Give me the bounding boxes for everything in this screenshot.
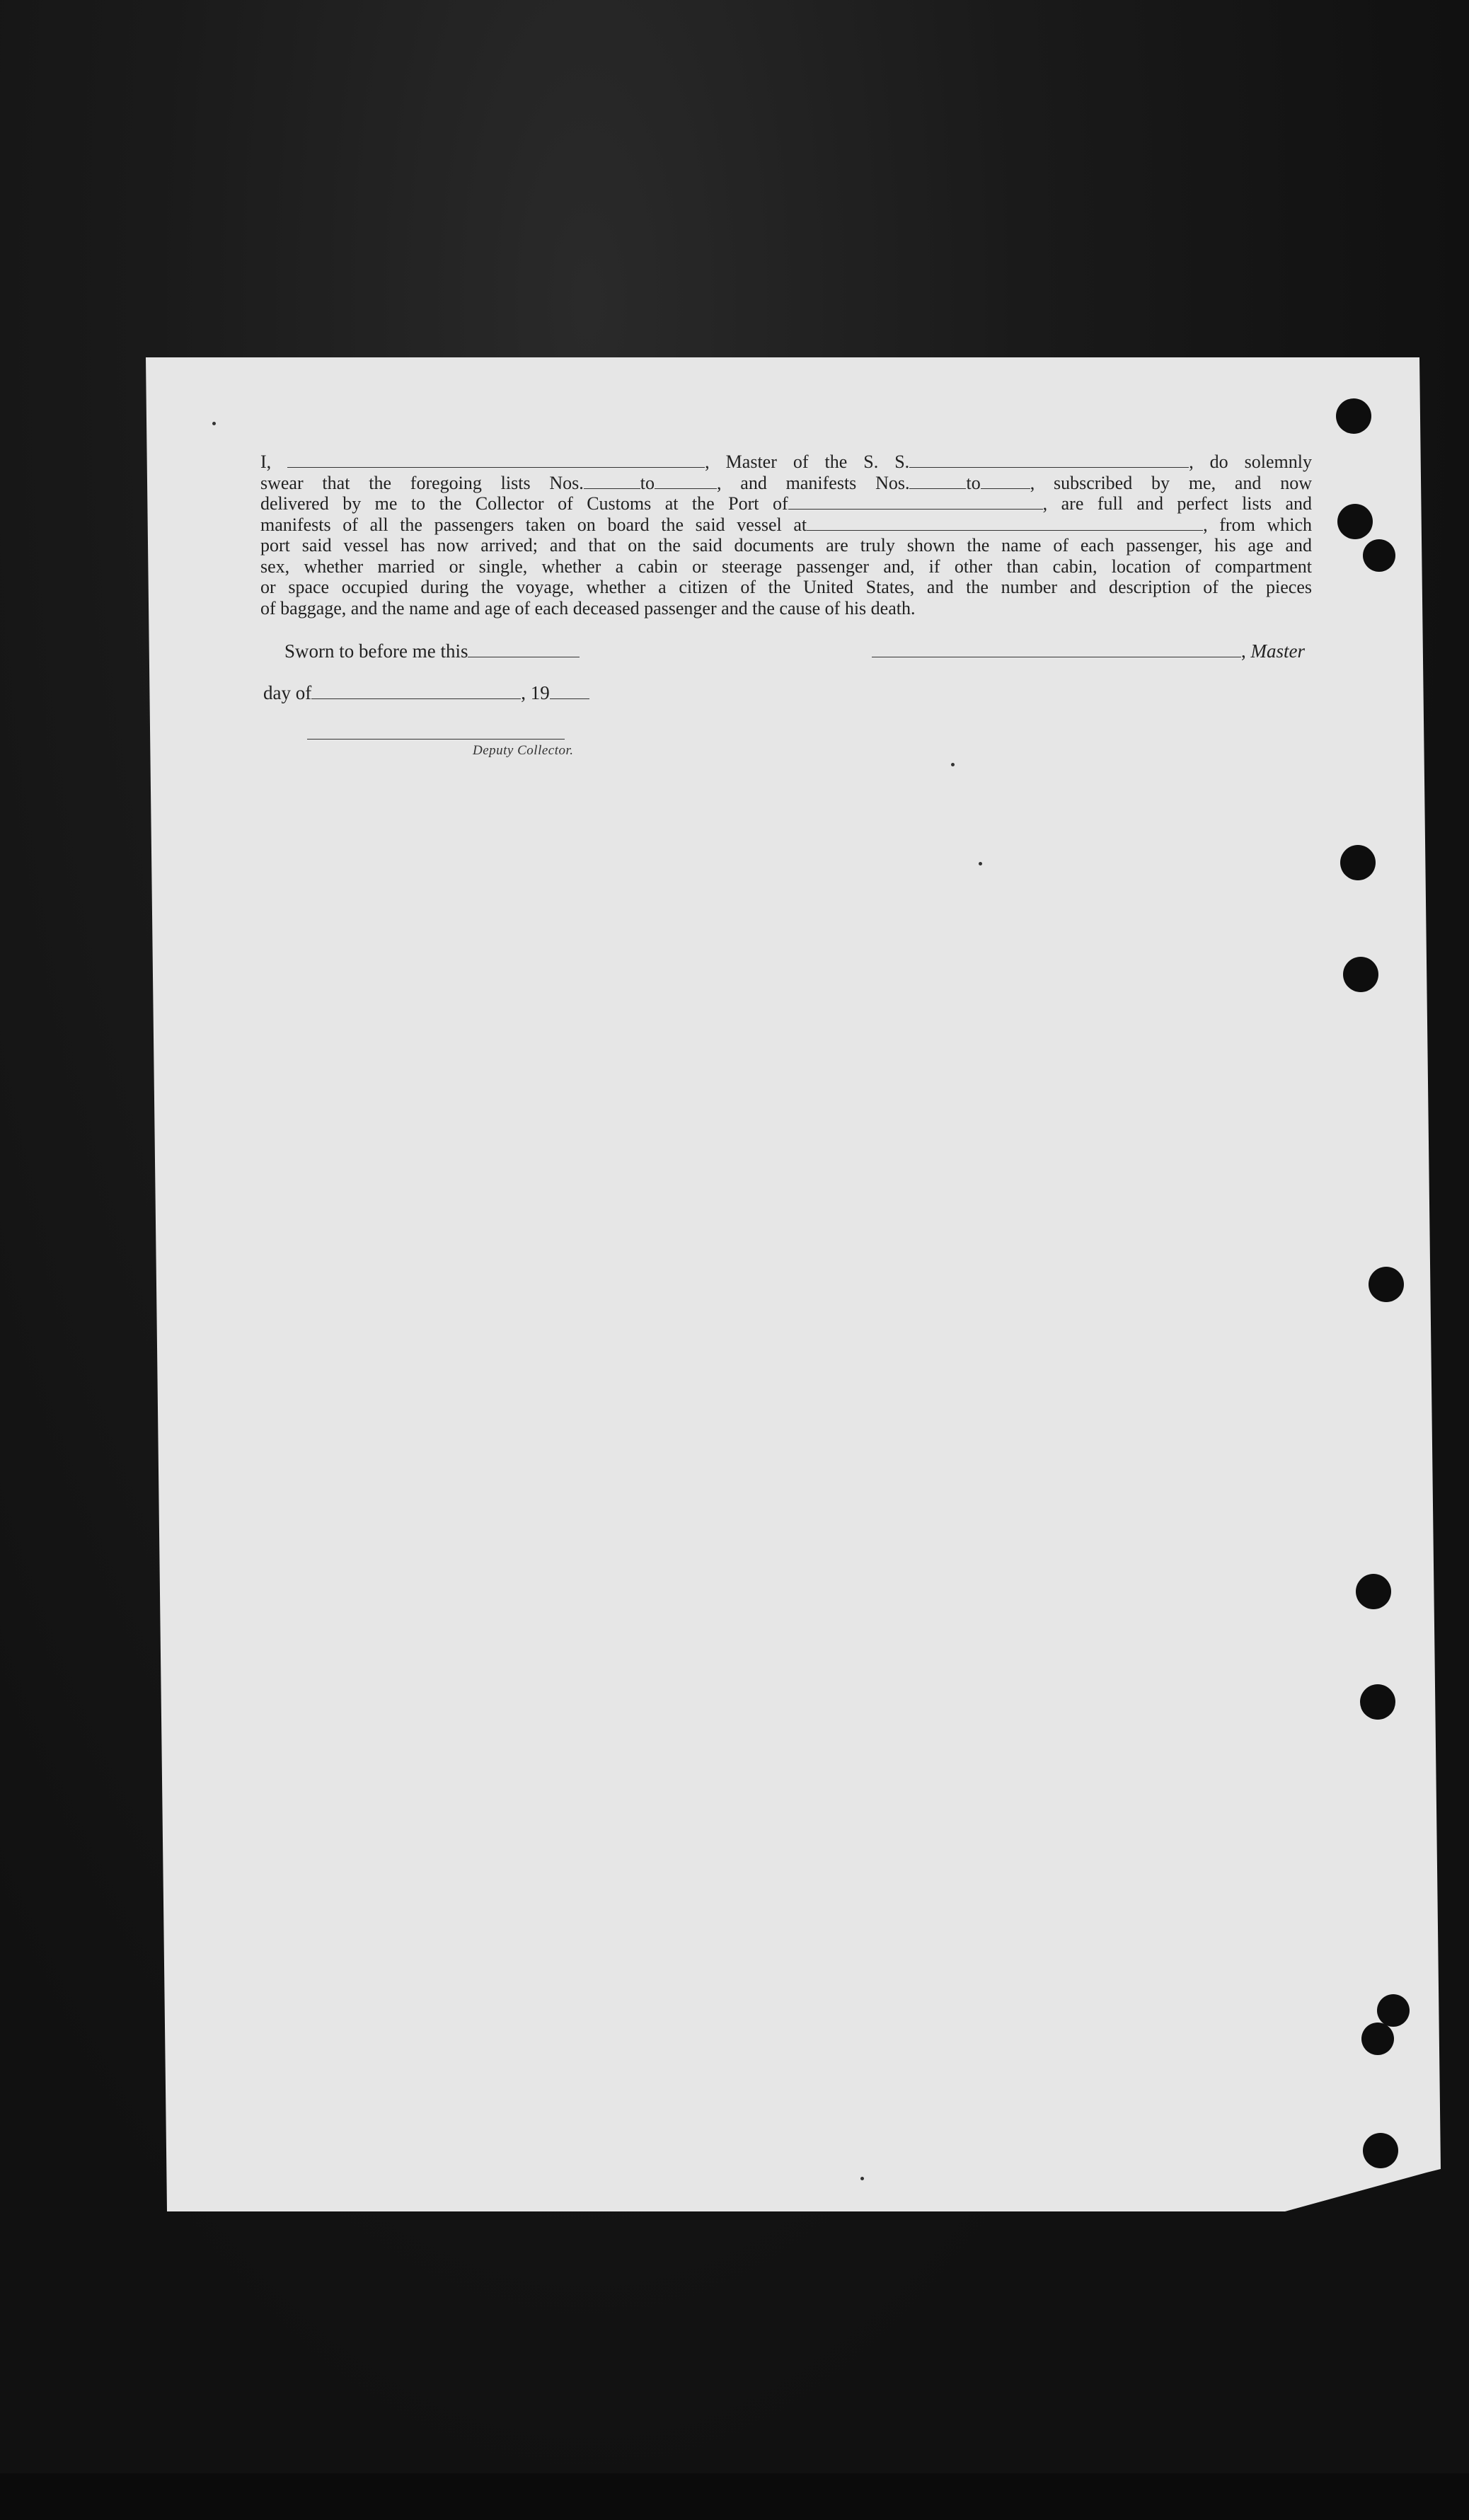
manifests-to-field[interactable] — [981, 476, 1030, 489]
lists-to-field[interactable] — [655, 476, 717, 489]
oath-text: to — [966, 472, 981, 493]
binder-hole — [1337, 504, 1373, 539]
binder-hole — [1377, 1994, 1410, 2027]
binder-hole — [1363, 2133, 1398, 2168]
oath-text: , and manifests Nos. — [717, 472, 910, 493]
oath-line-8: of baggage, and the name and age of each deceased passenger and the cause of his death. — [260, 597, 916, 619]
day-of-label: day of — [263, 682, 312, 703]
binder-hole — [1363, 539, 1395, 572]
sworn-day-field[interactable] — [468, 644, 580, 657]
year-label: , 19 — [521, 682, 550, 703]
binder-hole — [1336, 398, 1371, 434]
manifest-page — [146, 357, 1441, 2211]
binder-hole — [1361, 2023, 1394, 2055]
port-field[interactable] — [788, 496, 1043, 510]
master-label: , Master — [1241, 640, 1305, 662]
oath-line-5: port said vessel has now arrived; and that on the said documents are truly shown the name of each passenger, his age and — [260, 535, 1312, 556]
oath-line-1 — [260, 451, 1312, 473]
year-field[interactable] — [550, 686, 589, 699]
oath-text: manifests of all the passengers taken on board the said vessel at — [260, 514, 807, 535]
oath-text: , Master of the S. S. — [705, 451, 910, 472]
oath-line-6: sex, whether married or single, whether a cabin or steerage passenger and, if other than cabin, location of compartment — [260, 556, 1312, 577]
oath-text: I, — [260, 451, 272, 472]
oath-text: , are full and perfect lists and — [1042, 493, 1312, 514]
ink-speck — [951, 763, 955, 766]
deputy-collector-label: Deputy Collector. — [473, 743, 574, 758]
sworn-row — [284, 640, 580, 662]
binder-hole — [1369, 1267, 1404, 1302]
oath-line-7: or space occupied during the voyage, whether a citizen of the United States, and the number and description of the pieces — [260, 577, 1312, 597]
scanner-bottom-band — [0, 2473, 1469, 2520]
ink-speck — [212, 422, 216, 425]
deputy-signature-line[interactable] — [307, 739, 565, 740]
sworn-label: Sworn to before me this — [284, 640, 468, 662]
ink-speck — [979, 862, 982, 865]
binder-hole — [1360, 1684, 1395, 1720]
month-field[interactable] — [311, 686, 521, 699]
lists-from-field[interactable] — [584, 476, 640, 489]
master-name-field[interactable] — [287, 454, 705, 468]
ink-speck — [860, 2177, 864, 2180]
oath-text: , from which — [1203, 514, 1312, 535]
oath-text: , do solemnly — [1189, 451, 1313, 472]
date-row — [263, 682, 589, 704]
binder-hole — [1343, 957, 1378, 992]
manifests-from-field[interactable] — [909, 476, 966, 489]
master-signature-field[interactable] — [872, 644, 1241, 657]
master-signature-row — [872, 640, 1305, 662]
oath-text: swear that the foregoing lists Nos. — [260, 472, 584, 493]
binder-hole — [1340, 845, 1376, 880]
master-oath-paragraph — [260, 451, 1312, 619]
departure-port-field[interactable] — [807, 517, 1203, 531]
oath-line-2 — [260, 473, 1312, 494]
oath-line-4 — [260, 514, 1312, 536]
ship-name-field[interactable] — [909, 454, 1189, 468]
oath-text: , subscribed by me, and now — [1030, 472, 1312, 493]
oath-text: delivered by me to the Collector of Customs at the Port of — [260, 493, 788, 514]
binder-hole — [1356, 1574, 1391, 1609]
oath-text: to — [640, 472, 655, 493]
oath-line-3 — [260, 493, 1312, 514]
